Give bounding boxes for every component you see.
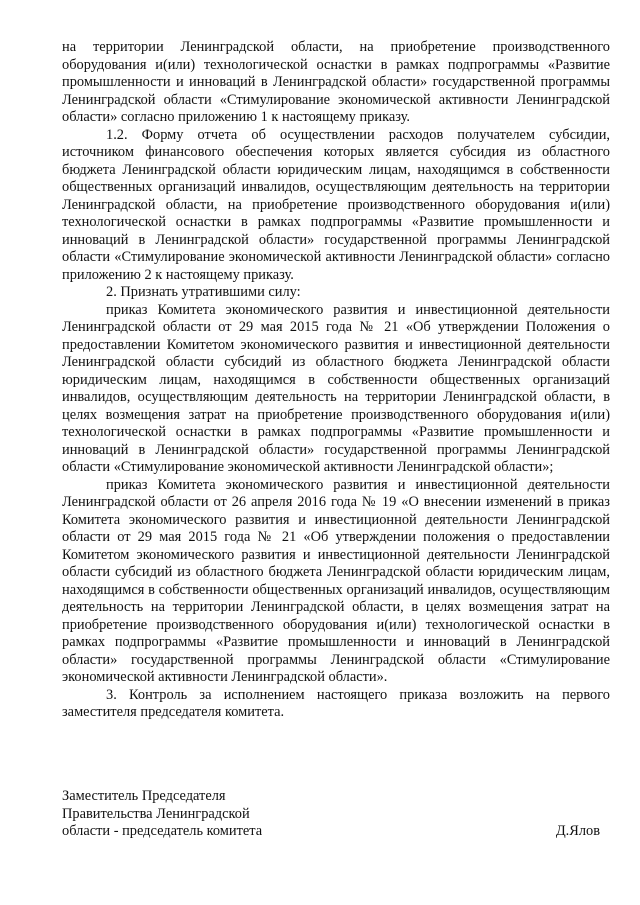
paragraph-2: 2. Признать утратившими силу: xyxy=(106,284,301,300)
paragraph-3: 3. Контроль за исполнением настоящего приказа возложить на первого заместителя председателя комитета. xyxy=(62,686,610,720)
signature-title-line-1: Заместитель Председателя xyxy=(62,788,226,804)
signatory-name: Д.Ялов xyxy=(555,823,600,839)
signature-block xyxy=(62,788,610,841)
document-body xyxy=(62,39,610,722)
signature-title-line-2: Правительства Ленинградской xyxy=(62,805,250,822)
paragraph-1-2: 1.2. Форму отчета об осуществлении расходов получателем субсидии, источником финансового обеспечения которых является субсидия из областного бюджета Ленинградской области юридическим лицам, находящимся в собственности общественных организаций инвалидов, осуществляющим деятельность на территории Ленинградской области, на приобретение производственного оборудования и(или) технологической оснастки в рамках подпрограммы «Развитие промышленности и инноваций в Ленинградской области» государственной программы Ленинградской области «Стимулирование экономической активности Ленинградской области» согласно приложению 2 к настоящему приказу. xyxy=(62,126,610,283)
signature-title-line-3: области - председатель комитета xyxy=(62,823,263,839)
paragraph-continuation: на территории Ленинградской области, на приобретение производственного оборудования и(или) технологической оснастки в рамках подпрограммы «Развитие промышленности и инноваций в Ленинградской области» государственной программы Ленинградской области «Стимулирование экономической активности Ленинградской области» согласно приложению 1 к настоящему приказу. xyxy=(62,39,610,125)
paragraph-revoked-order-1: приказ Комитета экономического развития и инвестиционной деятельности Ленинградской области от 29 мая 2015 года № 21 «Об утверждении Положения о предоставлении Комитетом экономического развития и инвестиционной деятельности Ленинградской области субсидий из областного бюджета Ленинградской области юридическим лицам, находящимся в собственности общественных организаций инвалидов, осуществляющим деятельность на территории Ленинградской области, в целях возмещения затрат на приобретение производственного оборудования и(или) технологической оснастки в рамках подпрограммы «Развитие промышленности и инноваций в Ленинградской области» государственной программы Ленинградской области «Стимулирование экономической активности Ленинградской области»; xyxy=(62,301,610,475)
paragraph-revoked-order-2: приказ Комитета экономического развития и инвестиционной деятельности Ленинградской области от 26 апреля 2016 года № 19 «О внесении изменений в приказ Комитета экономического развития и инвестиционной деятельности Ленинградской области от 29 мая 2015 года № 21 «Об утверждении положения о предоставлении Комитетом экономического развития и инвестиционной деятельности Ленинградской области субсидий из областного бюджета Ленинградской области юридическим лицам, находящимся в собственности общественных организаций инвалидов, осуществляющим деятельность на территории Ленинградской области, в целях возмещения затрат на приобретение производственного оборудования и(или) технологической оснастки в рамках подпрограммы «Развитие промышленности и инноваций в Ленинградской области» государственной программы Ленинградской области «Стимулирование экономической активности Ленинградской области». xyxy=(62,476,610,685)
